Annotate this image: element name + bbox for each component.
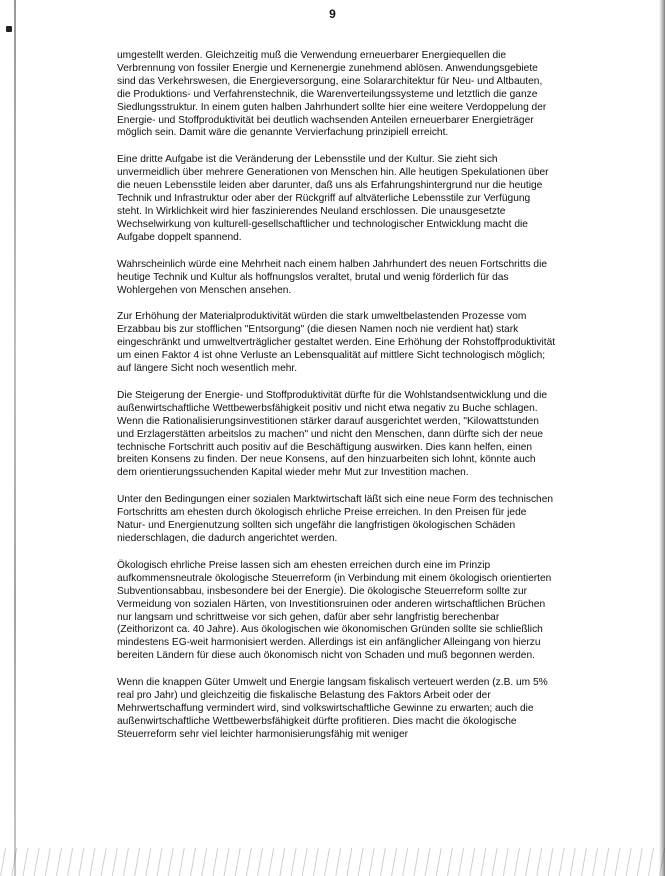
document-body xyxy=(117,50,557,755)
paragraph: Eine dritte Aufgabe ist die Veränderung der Lebensstile und der Kultur. Sie zieht sich unvermeidlich über mehrere Generationen von Menschen hin. Alle heutigen Spekulationen über die neuen Lebensstile leiden aber darunter, daß uns als Erfahrungshintergrund nur die heutige Technik und Infrastruktur oder aber der Rückgriff auf altväterliche Lebensstile zur Verfügung steht. In Wirklichkeit wird hier faszinierendes Neuland erschlossen. Die unausgesetzte Wechselwirkung von kulturell-gesellschaftlicher und technologischer Entwicklung macht die Aufgabe doppelt spannend. xyxy=(117,154,549,243)
scan-right-edge xyxy=(659,0,665,876)
paragraph: Unter den Bedingungen einer sozialen Marktwirtschaft läßt sich eine neue Form des technischen Fortschritts am ehesten durch ökologisch ehrliche Preise erreichen. In den Preisen für jede Natur- und Energienutzung sollten sich ungefähr die langfristigen ökologischen Schäden niederschlagen, die dadurch angerichtet werden. xyxy=(117,494,554,544)
scan-left-edge xyxy=(14,0,16,876)
paragraph: Die Steigerung der Energie- und Stoffproduktivität dürfte für die Wohlstandsentwicklung und die außenwirtschaftliche Wettbewerbsfähigkeit positiv und nicht etwa negativ zu Buche schlagen. Wenn die Rationalisierungsinvestitionen stärker darauf ausgerichtet werden, "Kilowattstunden und Erzlagerstätten arbeitslos zu machen" und nicht den Menschen, dann dürfte sich der neue technische Fortschritt auch positiv auf die Beschäftigung auswirken. Dies kann helfen, einen breiten Konsens zu finden. Der neue Konsens, auf den hinzuarbeiten sich lohnt, könnte auch dem orientierungssuchenden Kapital wieder mehr Mut zur Investition machen. xyxy=(117,389,548,479)
scan-bottom-noise xyxy=(0,848,665,876)
page-number: 9 xyxy=(329,7,336,21)
punch-mark xyxy=(6,26,12,32)
paragraph: umgestellt werden. Gleichzeitig muß die Verwendung erneuerbarer Energiequellen die Verbrennung von fossiler Energie und Kernenergie zunehmend ablösen. Anwendungsgebiete sind das Verkehrswesen, die Energieversorgung, eine Solararchitektur für Neu- und Altbauten, die Produktions- und Verfahrenstechnik, die Warenverteilungssysteme und letztlich die ganze Siedlungsstruktur. In einem guten halben Jahrhundert sollte hier eine weitere Verdoppelung der Energie- und Stoffproduktivität bei deutlich wachsenden Anteilen erneuerbarer Energieträger möglich sein. Damit wäre die genannte Vervierfachung prinzipiell erreicht. xyxy=(117,50,547,139)
paragraph: Wenn die knappen Güter Umwelt und Energie langsam fiskalisch verteuert werden (z.B. um 5% real pro Jahr) und gleichzeitig die fiskalische Belastung des Faktors Arbeit oder der Mehrwertschaffung vermindert wird, sind volkswirtschaftliche Gewinne zu erwarten; auch die außenwirtschaftliche Wettbewerbsfähigkeit dürfte profitieren. Dies macht die ökologische Steuerreform sehr viel leichter harmonisierungsfähig mit weniger xyxy=(117,677,548,740)
paragraph: Wahrscheinlich würde eine Mehrheit nach einem halben Jahrhundert des neuen Fortschritts die heutige Technik und Kultur als hoffnungslos veraltet, brutal und wenig förderlich für das Wohlergehen von Menschen ansehen. xyxy=(117,258,547,296)
paragraph: Zur Erhöhung der Materialproduktivität würden die stark umweltbelastenden Prozesse vom Erzabbau bis zur stofflichen "Entsorgung" (die diesen Namen noch nie verdient hat) stark eingeschränkt und umweltverträglicher gestaltet werden. Eine Erhöhung der Rohstoffproduktivität um einen Faktor 4 ist ohne Verluste an Lebensqualität auf mittlere Sicht technologisch möglich; auf längere Sicht noch wesentlich mehr. xyxy=(117,311,556,375)
paragraph: Ökologisch ehrliche Preise lassen sich am ehesten erreichen durch eine im Prinzip aufkommensneutrale ökologische Steuerreform (in Verbindung mit einem ökologisch orientierten Subventionsabbau, insbesondere bei der Energie). Die ökologische Steuerreform sollte zur Vermeidung von sozialen Härten, von Investitionsruinen oder anderen wirtschaftlichen Brüchen nur langsam und schrittweise vor sich gehen, dafür aber sehr langfristig berechenbar (Zeithorizont ca. 40 Jahre). Aus ökologischen wie ökonomischen Gründen sollte sie schließlich mindestens EG-weit harmonisiert werden. Allerdings ist ein anfänglicher Alleingang von hierzu bereiten Ländern für diese auch ökonomisch nicht von Schaden und muß begonnen werden. xyxy=(117,559,552,662)
